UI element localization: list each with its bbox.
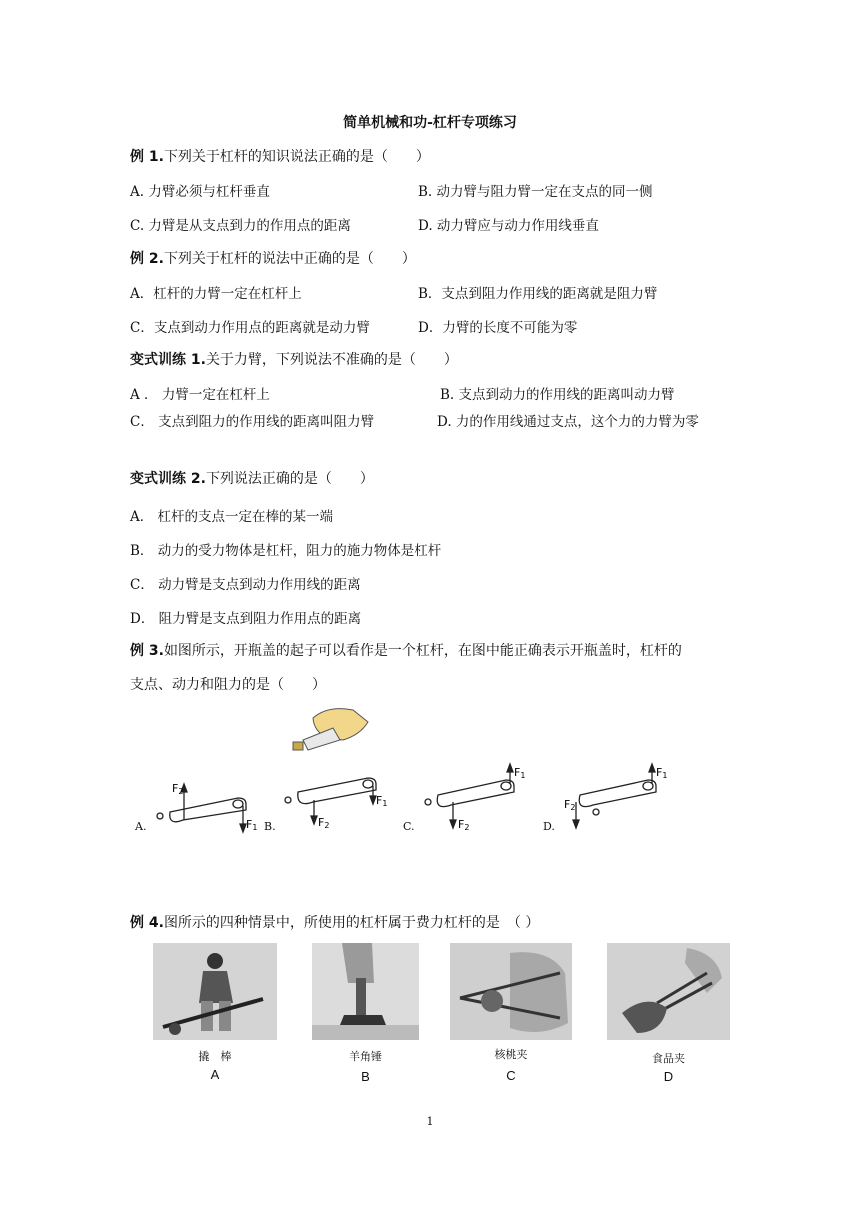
figure-label-d: D. <box>543 820 555 833</box>
question-stem: 下列关于杠杆的说法中正确的是（ ） <box>163 251 416 267</box>
question-stem: 下列说法正确的是（ ） <box>205 471 374 487</box>
force-label-f2: F2 <box>172 782 184 796</box>
option-c: C. 力臂是从支点到力的作用点的距离 <box>130 218 351 234</box>
caption-d: 食品夹 <box>652 1052 685 1065</box>
question-ex3 <box>130 640 682 660</box>
option-a: A ． 力臂一定在杠杆上 <box>130 387 270 403</box>
force-label-f2: F2 <box>564 798 576 812</box>
caption-c: 核桃夹 <box>494 1048 528 1061</box>
choice-letter-d: D <box>663 1069 674 1084</box>
force-label-f1: F1 <box>246 818 258 832</box>
opener-figure-c <box>425 764 514 828</box>
option-d: D. 力的作用线通过支点，这个力的力臂为零 <box>437 414 699 430</box>
question-prefix: 变式训练 1. <box>130 352 206 368</box>
option-b: B．支点到阻力作用线的距离就是阻力臂 <box>418 286 658 302</box>
force-label-f1: F1 <box>376 794 388 808</box>
opener-figure-b <box>285 778 376 824</box>
opener-figure-d <box>573 764 656 828</box>
question-stem: 图所示的四种情景中，所使用的杠杆属于费力杠杆的是 （ ） <box>163 915 540 931</box>
force-label-f1: F1 <box>514 766 526 780</box>
force-label-f2: F2 <box>458 818 470 832</box>
choice-letter-b: B <box>361 1069 370 1084</box>
option-b: B． 动力的受力物体是杠杆，阻力的施力物体是杠杆 <box>130 543 442 559</box>
question-prefix: 例 1. <box>130 149 164 165</box>
question-prefix: 变式训练 2. <box>130 471 206 487</box>
option-a: A. 力臂必须与杠杆垂直 <box>130 184 270 200</box>
question-prefix: 例 3. <box>130 643 164 659</box>
question-prefix: 例 4. <box>130 915 164 931</box>
figure-label-c: C. <box>403 820 415 833</box>
question-ex2 <box>130 248 416 268</box>
question-stem: 下列关于杠杆的知识说法正确的是（ ） <box>163 149 430 165</box>
option-b: B. 支点到动力的作用线的距离叫动力臂 <box>440 387 675 403</box>
option-c: C． 动力臂是支点到动力作用线的距离 <box>130 577 361 593</box>
page-title: 简单机械和功-杠杆专项练习 <box>343 115 517 131</box>
choice-letter-c: C <box>506 1068 516 1083</box>
question-prefix: 例 2. <box>130 251 164 267</box>
option-b: B. 动力臂与阻力臂一定在支点的同一侧 <box>418 184 653 200</box>
question-stem: 关于力臂，下列说法不准确的是（ ） <box>205 352 458 368</box>
option-a: A． 杠杆的支点一定在棒的某一端 <box>130 509 334 525</box>
option-c: C． 支点到阻力的作用线的距离叫阻力臂 <box>130 414 375 430</box>
figure-label-b: B. <box>264 820 276 833</box>
choice-letter-a: A <box>210 1067 220 1082</box>
crowbar-photo <box>153 943 277 1040</box>
option-a: A．杠杆的力臂一定在杠杆上 <box>130 286 302 302</box>
force-label-f2: F2 <box>318 816 330 830</box>
hand-illustration <box>293 709 368 750</box>
option-c: C．支点到动力作用点的距离就是动力臂 <box>130 320 370 336</box>
opener-figure-a <box>157 784 246 832</box>
bottle-opener-figures <box>128 700 728 845</box>
question-stem: 如图所示，开瓶盖的起子可以看作是一个杠杆，在图中能正确表示开瓶盖时，杠杆的 <box>163 643 682 659</box>
option-d: D. 动力臂应与动力作用线垂直 <box>418 218 599 234</box>
question-stem-continued: 支点、动力和阻力的是（ ） <box>130 677 326 693</box>
force-label-f1: F1 <box>656 766 668 780</box>
caption-a: 撬 棒 <box>198 1050 232 1063</box>
question-var1 <box>130 349 458 369</box>
nutcracker-photo <box>450 943 572 1040</box>
option-d: D． 阻力臂是支点到阻力作用点的距离 <box>130 611 362 627</box>
caption-b: 羊角锤 <box>349 1050 382 1063</box>
page-number: 1 <box>426 1115 434 1128</box>
food-tongs-photo <box>607 943 730 1040</box>
option-d: D．力臂的长度不可能为零 <box>418 320 578 336</box>
question-ex4 <box>130 912 539 932</box>
question-var2 <box>130 468 374 488</box>
figure-label-a: A. <box>135 820 147 833</box>
claw-hammer-photo <box>312 943 419 1040</box>
question-ex1 <box>130 146 430 166</box>
